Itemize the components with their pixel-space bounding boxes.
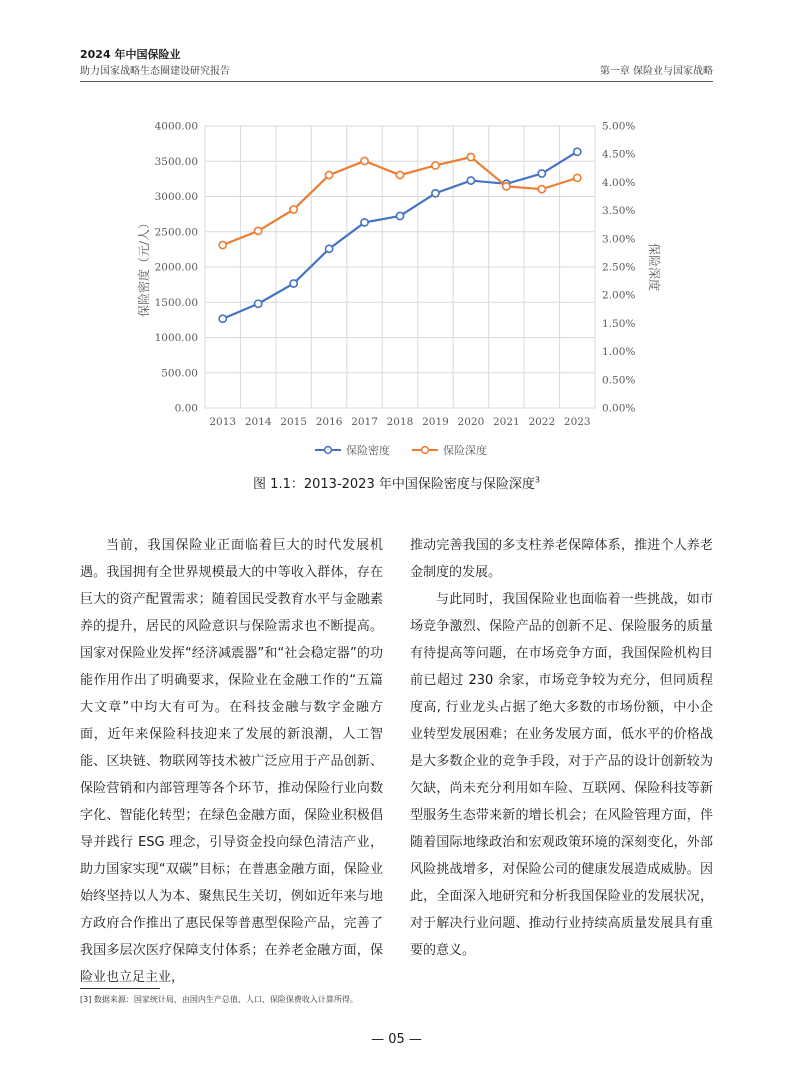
right-tick-label: 4.50%: [602, 148, 636, 161]
legend-label: 保险密度: [346, 444, 390, 457]
caption-footnote-ref: 3: [534, 475, 540, 485]
y-axis-right-title: 保险深度: [647, 242, 661, 292]
x-tick-label: 2018: [386, 416, 414, 428]
legend-label: 保险深度: [443, 444, 487, 457]
right-tick-label: 0.50%: [602, 374, 636, 387]
paragraph-continuation: 推动完善我国的多支柱养老保障体系，推进个人养老金制度的发展。: [410, 538, 713, 580]
caption-text: 图 1.1：2013-2023 年中国保险密度与保险深度: [253, 477, 535, 492]
left-tick-label: 4000.00: [154, 120, 198, 133]
report-year-title: 2024 年中国保险业: [80, 48, 181, 61]
paragraph-challenges: 与此同时，我国保险业也面临着一些挑战，如市场竞争激烈、保险产品的创新不足、保险服务的质量有待提高等问题，在市场竞争方面，我国保险机构目前已超过 230 余家，市场竞争较为充分，但同质程度高, 行业龙头占据了绝大多数的市场份额，中小企业转型发展困难；在业务发展方面，低水平的价格战是大多数企业的竞争手段，对于产品的设计创新较为欠缺，尚未充分利用如车险、互联网、保险科技等新型服务生态带来新的增长机会；在风险管理方面，伴随着国际地缘政治和宏观政策环境的深刻变化，外部风险挑战增多，对保险公司的健康发展造成威胁。因此，全面深入地研究和分析我国保险业的发展状况，对于解决行业问题、推动行业持续高质量发展具有重要的意义。: [410, 592, 713, 958]
x-tick-label: 2023: [563, 416, 591, 428]
data-point-density: [538, 170, 545, 177]
data-point-density: [574, 148, 581, 155]
body-column-right: [410, 532, 713, 964]
right-tick-label: 0.00%: [602, 402, 636, 415]
x-tick-label: 2013: [209, 416, 237, 428]
right-tick-label: 3.50%: [602, 205, 636, 218]
left-tick-label: 3500.00: [154, 155, 198, 168]
right-tick-label: 2.50%: [602, 261, 636, 274]
x-tick-label: 2021: [492, 416, 520, 428]
data-point-depth: [538, 186, 545, 193]
data-point-depth: [361, 157, 368, 164]
data-point-depth: [290, 206, 297, 213]
left-tick-label: 500.00: [161, 367, 198, 380]
figure-caption: [0, 473, 793, 492]
data-point-density: [467, 177, 474, 184]
data-point-depth: [574, 174, 581, 181]
x-tick-label: 2020: [457, 416, 485, 428]
right-tick-label: 5.00%: [602, 120, 636, 133]
right-tick-label: 3.00%: [602, 233, 636, 246]
left-tick-label: 2000.00: [154, 261, 198, 274]
left-tick-label: 2500.00: [154, 226, 198, 239]
data-point-density: [396, 212, 403, 219]
right-tick-label: 2.00%: [602, 289, 636, 302]
x-tick-label: 2019: [422, 416, 449, 428]
data-point-depth: [325, 171, 332, 178]
data-point-density: [361, 219, 368, 226]
x-tick-label: 2015: [280, 416, 308, 428]
x-tick-label: 2014: [244, 416, 272, 428]
left-tick-label: 0.00: [174, 402, 198, 415]
left-tick-label: 1000.00: [154, 332, 198, 344]
data-point-depth: [467, 153, 474, 160]
y-axis-left-title: 保险密度（元/人）: [137, 216, 151, 318]
footnote: [3] 数据来源：国家统计局，由国内生产总值、人口、保险保费收入计算所得。: [80, 995, 358, 1004]
page-header: [80, 46, 713, 80]
data-point-density: [290, 280, 297, 287]
data-point-depth: [432, 162, 439, 169]
data-point-density: [432, 190, 439, 197]
body-column-left: [80, 532, 383, 991]
data-point-depth: [503, 183, 510, 190]
left-tick-label: 1500.00: [154, 296, 198, 309]
data-point-depth: [219, 241, 226, 248]
header-rule: [80, 81, 713, 82]
insurance-density-depth-chart: [120, 110, 680, 470]
right-tick-label: 4.00%: [602, 176, 636, 189]
data-point-depth: [255, 227, 262, 234]
page-number: — 05 —: [371, 1032, 422, 1047]
x-tick-label: 2017: [351, 416, 378, 428]
footnote-rule: [80, 988, 160, 989]
legend-swatch-marker: [422, 447, 429, 454]
chapter-title: 第一章 保险业与国家战略: [599, 66, 713, 77]
x-tick-label: 2016: [315, 416, 343, 428]
legend-swatch-marker: [325, 447, 332, 454]
x-tick-label: 2022: [528, 416, 556, 428]
data-point-depth: [396, 171, 403, 178]
paragraph-opportunities: 当前，我国保险业正面临着巨大的时代发展机遇。我国拥有全世界规模最大的中等收入群体，存在巨大的资产配置需求；随着国民受教育水平与金融素养的提升，居民的风险意识与保险需求也不断提高。国家对保险业发挥“经济减震器”和“社会稳定器”的功能作用作出了明确要求，保险业在金融工作的“五篇大文章”中均大有可为。在科技金融与数字金融方面，近年来保险科技迎来了发展的新浪潮，人工智能、区块链、物联网等技术被广泛应用于产品创新、保险营销和内部管理等各个环节，推动保险行业向数字化、智能化转型；在绿色金融方面，保险业积极倡导并践行 ESG 理念，引导资金投向绿色清洁产业，助力国家实现“双碳”目标；在普惠金融方面，保险业始终坚持以人为本、聚焦民生关切，例如近年来与地方政府合作推出了惠民保等普惠型保险产品，完善了我国多层次医疗保障支付体系；在养老金融方面，保险业也立足主业，: [80, 538, 383, 985]
data-point-density: [325, 245, 332, 252]
left-tick-label: 3000.00: [154, 191, 198, 203]
report-subtitle: 助力国家战略生态圈建设研究报告: [80, 66, 230, 77]
data-point-density: [255, 300, 262, 307]
right-tick-label: 1.50%: [602, 317, 636, 330]
right-tick-label: 1.00%: [602, 346, 636, 359]
data-point-density: [219, 315, 226, 322]
